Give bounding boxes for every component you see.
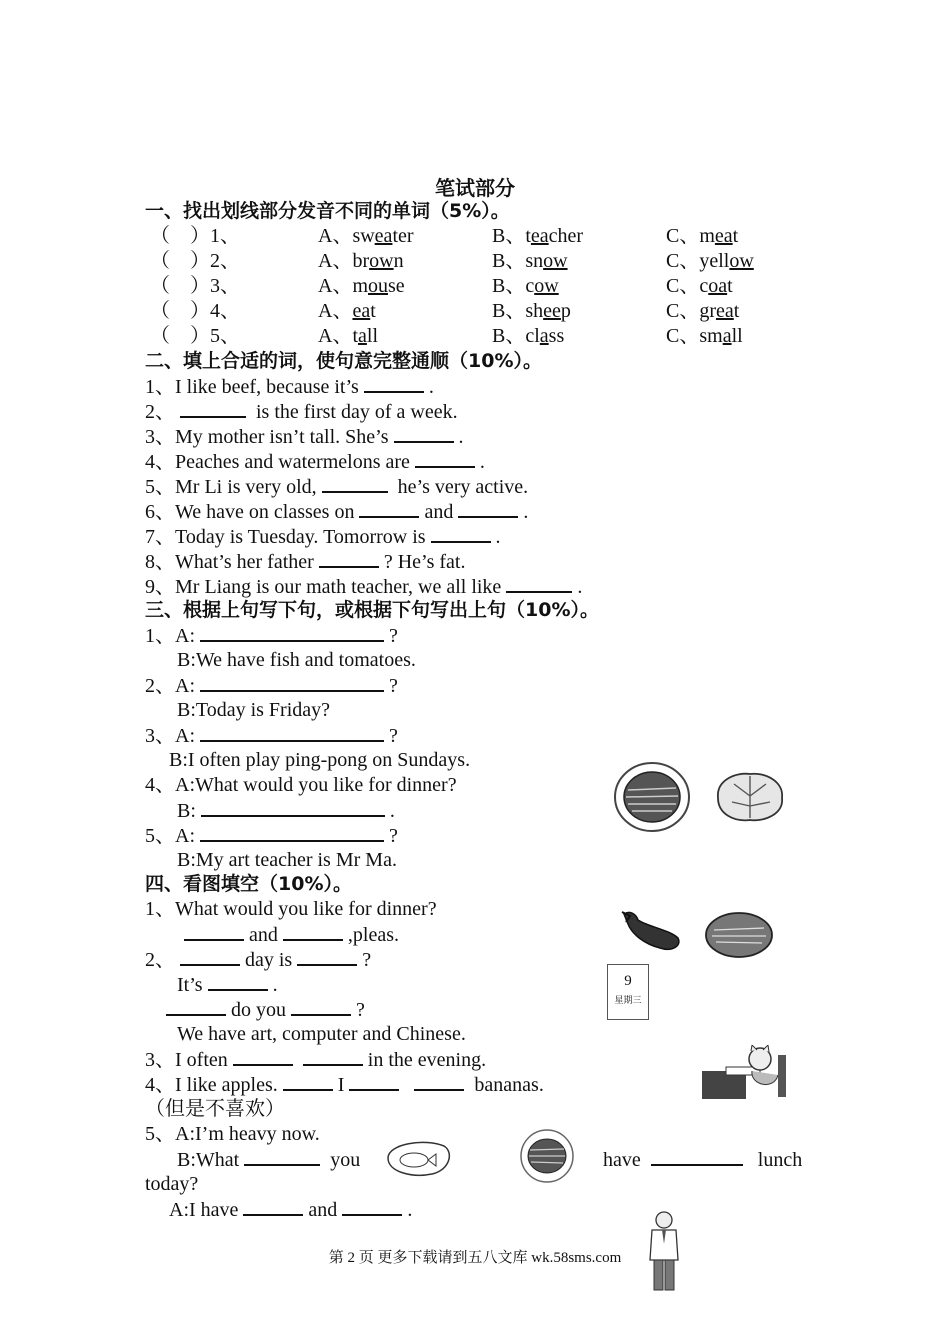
choice-c: C、small (666, 325, 743, 347)
s4-p4: 4、I like apples. I bananas. (145, 1074, 544, 1096)
section3-heading: 三、根据上句写下句，或根据下句写出上句（10%）。 (145, 599, 599, 621)
s3-q1-a: 1、A: ? (145, 625, 398, 647)
answer-blank[interactable] (303, 1047, 363, 1066)
s4-p5-a: 5、A:I’m heavy now. (145, 1123, 320, 1145)
s4-p5-today: today? (145, 1173, 199, 1195)
choice-a: A、tall (318, 325, 379, 347)
s4-p4-hint: （但是不喜欢） (145, 1098, 285, 1120)
answer-blank[interactable] (359, 499, 419, 518)
s2-item-4: 4、Peaches and watermelons are . (145, 451, 485, 473)
page-title: 笔试部分 (435, 176, 515, 200)
choice-a: A、brown (318, 250, 404, 272)
answer-blank[interactable] (364, 374, 424, 393)
s4-p1-question: 1、What would you like for dinner? (145, 898, 437, 920)
answer-blank[interactable] (180, 947, 240, 966)
choice-b: B、class (492, 325, 565, 347)
answer-blank[interactable] (394, 424, 454, 443)
s4-p5-b-cont: have lunch (603, 1149, 803, 1171)
s4-p5-b: B:What you (177, 1149, 361, 1171)
s2-item-8: 8、What’s her father ? He’s fat. (145, 551, 466, 573)
answer-blank[interactable] (233, 1047, 293, 1066)
calendar-day: 9 (624, 973, 632, 989)
question-number: （ ）4、 (150, 300, 240, 322)
fish-bowl-icon (384, 1136, 454, 1178)
choice-c: C、coat (666, 275, 733, 297)
cat-studying-icon (702, 1045, 792, 1101)
answer-blank[interactable] (184, 922, 244, 941)
answer-blank[interactable] (322, 474, 388, 493)
s2-item-6: 6、We have on classes on and . (145, 501, 529, 523)
answer-blank[interactable] (283, 1072, 333, 1091)
choice-b: B、cow (492, 275, 559, 297)
meat-plate-icon (518, 1128, 576, 1184)
question-number: （ ）2、 (150, 250, 240, 272)
answer-blank[interactable] (244, 1147, 320, 1166)
page-footer: 第 2 页 更多下载请到五八文库 wk.58sms.com (328, 1250, 622, 1266)
answer-blank[interactable] (414, 1072, 464, 1091)
s3-q2-b: B:Today is Friday? (177, 699, 331, 721)
choice-c: C、great (666, 300, 740, 322)
answer-blank[interactable] (349, 1072, 399, 1091)
choice-a: A、eat (318, 300, 376, 322)
s3-q5-b: B:My art teacher is Mr Ma. (177, 849, 397, 871)
answer-blank[interactable] (208, 972, 268, 991)
s4-p2-line3: do you ? (166, 997, 365, 1023)
s4-p1-answer: and ,pleas. (184, 922, 399, 948)
answer-blank[interactable] (200, 623, 384, 642)
answer-blank[interactable] (506, 574, 572, 593)
s3-q4-a: 4、A:What would you like for dinner? (145, 774, 457, 796)
answer-blank[interactable] (319, 549, 379, 568)
fish-plate-icon (612, 760, 692, 835)
choice-b: B、teacher (492, 225, 584, 247)
eggplant-icon (620, 908, 684, 954)
choice-a: A、mouse (318, 275, 405, 297)
choice-a: A、sweater (318, 225, 414, 247)
s2-item-2: 2、 is the first day of a week. (145, 401, 458, 423)
s4-p5-c: A:I have and . (169, 1199, 413, 1221)
answer-blank[interactable] (180, 399, 246, 418)
answer-blank[interactable] (458, 499, 518, 518)
cabbage-icon (712, 768, 788, 824)
s2-item-9: 9、Mr Liang is our math teacher, we all like . (145, 576, 583, 598)
s4-p2-line2: It’s . (177, 974, 278, 996)
question-number: （ ）5、 (150, 325, 240, 347)
s3-q1-b: B:We have fish and tomatoes. (177, 649, 416, 671)
answer-blank[interactable] (415, 449, 475, 468)
question-number: （ ）1、 (150, 225, 240, 247)
choice-c: C、meat (666, 225, 739, 247)
answer-blank[interactable] (243, 1197, 303, 1216)
s3-q3-a: 3、A: ? (145, 725, 398, 747)
s3-q2-a: 2、A: ? (145, 675, 398, 697)
section2-heading: 二、填上合适的词，使句意完整通顺（10%）。 (145, 350, 542, 372)
section4-heading: 四、看图填空（10%）。 (145, 873, 352, 895)
answer-blank[interactable] (431, 524, 491, 543)
answer-blank[interactable] (200, 673, 384, 692)
choice-c: C、yellow (666, 250, 754, 272)
s2-item-5: 5、Mr Li is very old, he’s very active. (145, 476, 529, 498)
calendar-icon (607, 964, 649, 1020)
fish-dish-icon (704, 910, 774, 960)
s3-q5-a: 5、A: ? (145, 825, 398, 847)
s4-p2-line4: We have art, computer and Chinese. (177, 1023, 466, 1045)
question-number: （ ）3、 (150, 275, 240, 297)
answer-blank[interactable] (342, 1197, 402, 1216)
section1-heading: 一、找出划线部分发音不同的单词（5%）。 (145, 200, 510, 222)
s2-item-7: 7、Today is Tuesday. Tomorrow is . (145, 526, 501, 548)
s2-item-3: 3、My mother isn’t tall. She’s . (145, 426, 464, 448)
choice-b: B、sheep (492, 300, 571, 322)
s4-p3: 3、I often in the evening. (145, 1049, 487, 1071)
s2-item-1: 1、I like beef, because it’s . (145, 376, 434, 398)
s3-q4-b: B: . (177, 800, 395, 822)
calendar-weekday: 星期三 (614, 996, 642, 1006)
answer-blank[interactable] (651, 1147, 743, 1166)
answer-blank[interactable] (291, 997, 351, 1016)
s4-p2-line1: 2、 day is ? (145, 949, 372, 971)
answer-blank[interactable] (201, 798, 385, 817)
s3-q3-b: B:I often play ping-pong on Sundays. (169, 749, 471, 771)
choice-b: B、snow (492, 250, 568, 272)
answer-blank[interactable] (297, 947, 357, 966)
answer-blank[interactable] (166, 997, 226, 1016)
answer-blank[interactable] (283, 922, 343, 941)
answer-blank[interactable] (200, 723, 384, 742)
answer-blank[interactable] (200, 823, 384, 842)
